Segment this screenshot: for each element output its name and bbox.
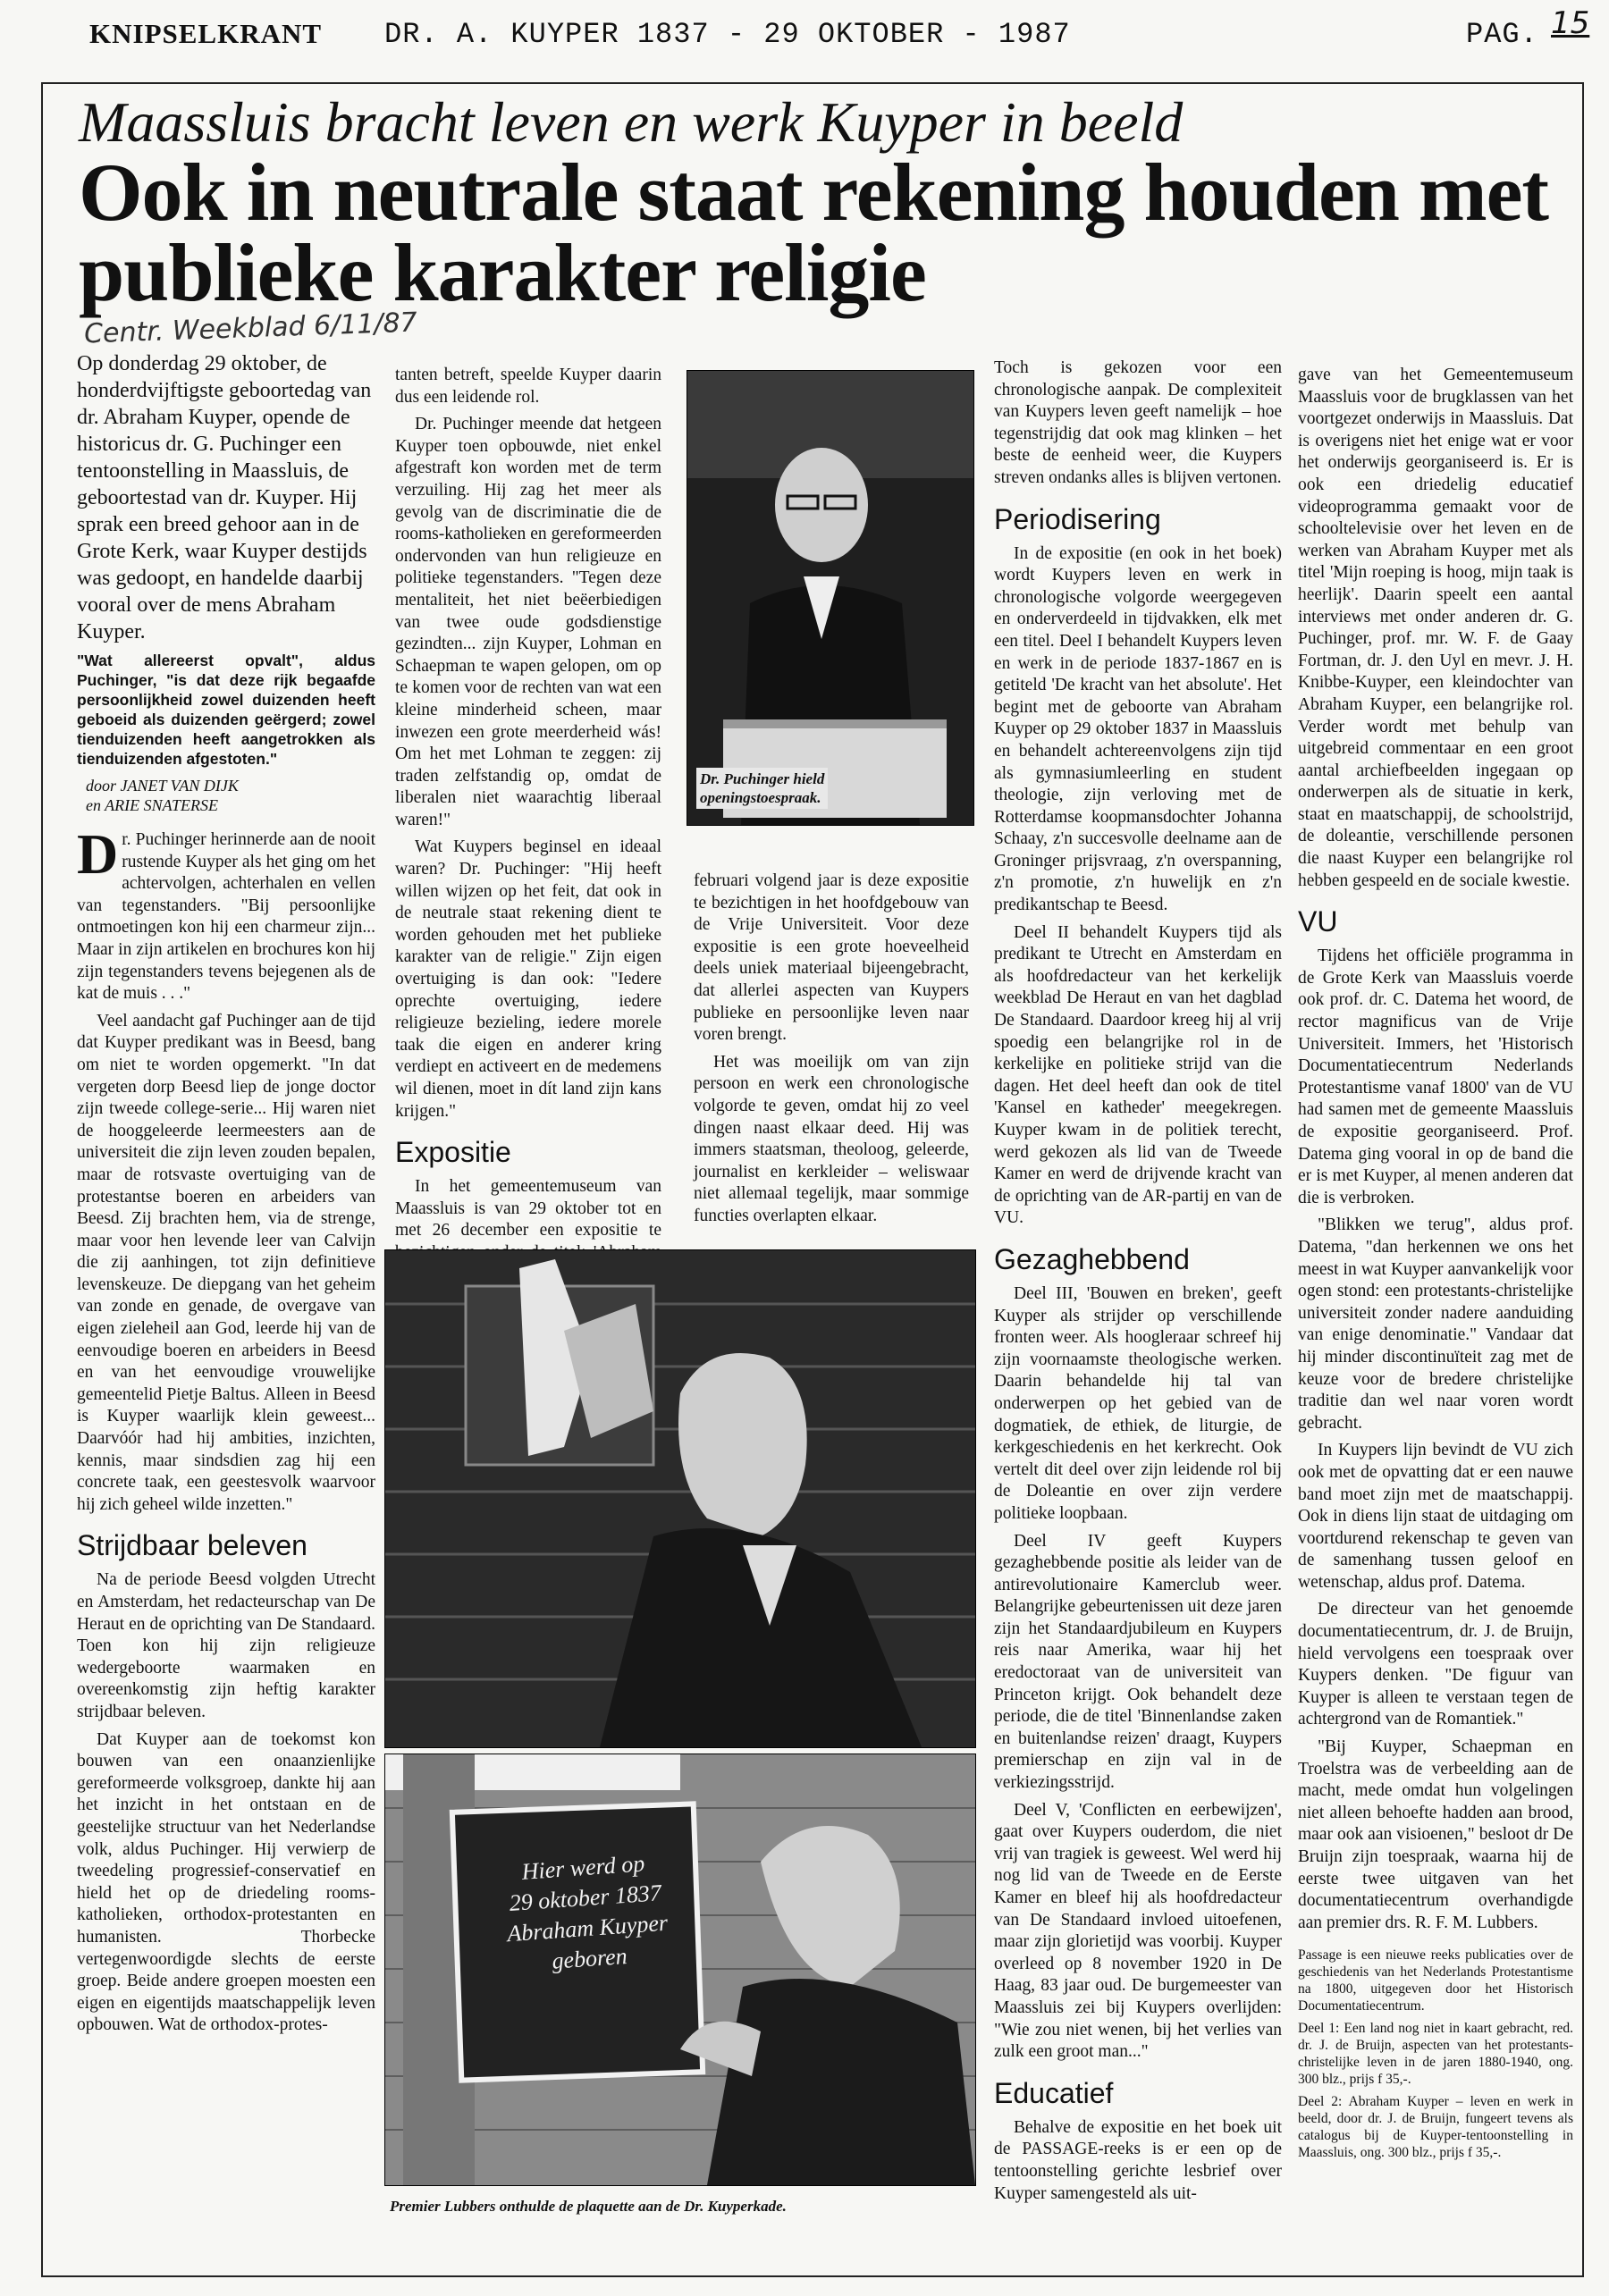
photo-unveiling (384, 1249, 976, 1748)
article-kicker: Maassluis bracht leven en werk Kuyper in beeld (79, 90, 1184, 154)
paragraph: Deel V, 'Conflicten en eerbewijzen', gaat over Kuypers ouderdom, die niet vrij van tragiek is geweest. Wel werd hij nog lid van de Tweede en de Eerste Kamer en bleef hij als hoofdredacteur van De Standaard invloed uitoefenen, maar zijn glorietijd was voorbij. Kuyper overleed op 8 november 1920 in De Haag, 83 jaar oud. De burgemeester van Maassluis zei bij Kuypers overlijden: "Wie zou niet wenen, bij het verlies van zulk een groot man..." (994, 1800, 1282, 2062)
paragraph: Veel aandacht gaf Puchinger aan de tijd dat Kuyper predikant was in Beesd, bang om niet te worden opgemerkt. "In dat vergeten dorp Beesd liep de jonge doctor zijn tweede college-serie... Hij waren niet de hooggeleerde leermeesters aan de universiteit die zijn leven zouden bepalen, maar de rotsvaste overtuiging van de protestantse boeren en arbeiders van Beesd. Zij brachten hem, via de strenge, maar voor hen levende leer van Calvijn die zij aanhingen, tot zijn definitieve levenskeuze. De diepgang van het geheim van zonde en genade, de overgave van eigen zieleheil aan God, leerde hij van de eenvoudige boeren en arbeiders in Beesd en van het eenvoudige vrouwelijke gemeentelid Pietje Baltus. Alleen in Beesd is Kuyper waarlijk klein geweest... Daarvóór had hij ambities, inzichten, kennis, maar sindsdien zag hij een concrete taak, een geestesvolk waarvoor hij zich geheel wilde inzetten." (77, 1011, 375, 1514)
column-4 (994, 357, 1282, 2270)
photo-puchinger (687, 370, 974, 826)
paragraph: "Bij Kuyper, Schaepman en Troelstra was de verbeelding aan de macht, mede omdat hun volgelingen niet alleen behoefte hadden aan brood, maar ook aan visioenen," besloot dr De Bruijn zijn toespraak, waarna hij de eerste twee uitgaven van het documentatiecentrum overhandigde aan premier drs. R. F. M. Lubbers. (1298, 1737, 1573, 1932)
paragraph: gave van het Gemeentemuseum Maassluis voor de brugklassen van het voortgezet onderwijs in Maassluis. Dat is overigens niet het enige wat er voor het onderwijs georganiseerd is. Er is ook een driedelig educatief videoprogramma gemaakt voor de schooltelevisie over het leven en de werken van Abraham Kuyper met als titel 'Mijn roeping is hoog, mijn taak is heerlijk'. Daarin speelt een aantal interviews met onder anderen dr. G. Puchinger, prof. mr. W. F. de Gaay Fortman, dr. J. den Uyl en mevr. J. H. Knibbe-Kuyper, een kleindochter van Abraham Kuyper, een belangrijke rol. Verder wordt met behulp van uitgebreid commentaar en een groot aantal archiefbeelden ingegaan op onderwerpen als de situatie in kerk, staat en maatschappij, de schoolstrijd, de doleantie, verschillende personen die naast Kuyper een belangrijke rol hebben gespeeld en de sociale kwestie. (1298, 366, 1573, 890)
paragraph: Na de periode Beesd volgden Utrecht en Amsterdam, het redacteurschap van De Heraut en de oprichting van De Standaard. Toen kon hij zijn religieuze wedergeboorte waarmaken en overeenkomstig zijn heftig karakter strijdbaar beleven. (77, 1570, 375, 1721)
subheading: VU (1298, 905, 1338, 938)
lead-paragraph: Op donderdag 29 oktober, de honderdvijftigste geboortedag van dr. Abraham Kuyper, opende de historicus dr. G. Puchinger een tentoonstelling in Maassluis, de geboortestad van dr. Kuyper. Hij sprak een breed gehoor aan in de Grote Kerk, waar Kuyper destijds was gedoopt, en handelde daarbij vooral over de mens Abraham Kuyper. (77, 352, 372, 643)
subheading: Periodisering (994, 502, 1161, 535)
column-1 (77, 350, 375, 2270)
plaque-line: geboren (551, 1942, 628, 1974)
drop-cap: D (77, 822, 119, 886)
header-middle: DR. A. KUYPER 1837 - 29 OKTOBER - 1987 (384, 18, 1071, 51)
paragraph: tanten betreft, speelde Kuyper daarin dus een leidende rol. (395, 366, 661, 407)
plaque-text (480, 1846, 694, 1981)
subheading: Educatief (994, 2076, 1114, 2109)
page-number: 15 (1551, 5, 1590, 41)
paragraph: februari volgend jaar is deze expositie te bezichtigen in het hoofdgebouw van de Vrije Universiteit. Voor deze expositie is een grote hoeveelheid deels uniek materiaal bijeengebracht, dat allerlei aspecten van Kuypers publieke en persoonlijke leven naar voren brengt. (694, 871, 969, 1045)
paragraph: In Kuypers lijn bevindt de VU zich ook met de opvatting dat er een nauwe band moet zijn met de maatschappij. Ook in diens lijn staat de uitdaging om voortdurend rekenschap te geven van de samenhang tussen geloof en wetenschap, aldus prof. Datema. (1298, 1441, 1573, 1592)
photo-caption-1 (696, 768, 828, 809)
passage-note: Passage is een nieuwe reeks publicaties over de geschiedenis van het Nederlands Protestantisme na 1800, uitgegeven door het Historisch Documentatiecentrum. (1298, 1947, 1573, 2014)
paragraph: Dr. Puchinger meende dat hetgeen Kuyper toen opbouwde, niet enkel afgestraft kon worden met de term verzuiling. Hij zag het meer als gevolg van de discriminatie die de rooms-katholieken en gereformeerden ondervonden van hun religieuze en politieke tegenstanders. "Tegen deze mentaliteit, het niet beëerbiedigen van twee oude godsdienstige gezindten... zijn Kuyper, Lohman en Schaepman te wapen gelopen, om op te komen voor de rechten van wat een kleine minderheid scheen, maar inwezen een grote meerderheid wás! Om het met Lohman te zeggen: zij traden zelfstandig op, omdat de liberalen niet waarachtig liberaal waren!" (395, 415, 661, 829)
paragraph: Deel II behandelt Kuypers tijd als predikant te Utrecht en Amsterdam en als hoofdredacteur van het kerkelijk weekblad De Heraut en van het dagblad De Standaard. Daardoor kreeg hij al vrij spoedig een belangrijke rol in de kerkelijke en politieke strijd van die dagen. Het deel heeft dan ook de titel 'Kansel en katheder' meegekregen. Kuyper kwam in de politiek terecht, werd gekozen als lid van de Tweede Kamer en werd de drijvende kracht van de oprichting van de AR-partij en van de VU. (994, 922, 1282, 1228)
paragraph-text: r. Puchinger herinnerde aan de nooit rustende Kuyper als het ging om het achtervolgen, achterhalen en vellen van tegenstanders. "Bij persoonlijke ontmoetingen kon hij een charmeur zijn... Maar in zijn artikelen en brochures kon hij zijn tegenstanders tevens bejegenen als de kat de muis . . ." (77, 830, 375, 1004)
paragraph: In de expositie (en ook in het boek) wordt Kuypers leven en werk in chronologische volgorde weergegeven en onderverdeeld in tijdvakken, elk met een titel. Deel I behandelt Kuypers leven en werk in de periode 1837-1867 en is getiteld 'De kracht van het absolute'. Het begint met de geboorte van Abraham Kuyper op 29 oktober 1837 in Maassluis en behandelt achtereenvolgens zijn tijd als gymnasiumleerling en student theologie, zijn verloving met de Rotterdamse koopmansdochter Johanna Schaay, z'n succesvolle deelname aan de Groninger prijsvraag, z'n overspanning, z'n promotie, z'n huwelijk en z'n predikantschap te Beesd. (994, 543, 1282, 915)
photo-caption-2: Premier Lubbers onthulde de plaquette aan de Dr. Kuyperkade. (390, 2198, 787, 2215)
article-title: Ook in neutrale staat rekening houden met publieke karakter religie (79, 147, 1549, 318)
paragraph: De directeur van het genoemde documentatiecentrum, dr. J. de Bruijn, hield vervolgens een toespraak over Kuypers denken. "De figuur van Kuyper is alleen te verstaan tegen de achtergrond van de Romantiek." (1298, 1600, 1573, 1729)
column-3 (694, 870, 969, 1237)
unveiling-illustration (385, 1250, 975, 1747)
passage-note: Deel 1: Een land nog niet in kaart gebracht, red. dr. J. de Bruijn, aspecten van het protestants-christelijke leven in de jaren 1880-1940, ong. 300 blz., prijs f 35,-. (1298, 2021, 1573, 2088)
paragraph: Deel IV geeft Kuypers gezaghebbende positie als leider van de antirevolutionaire Kamerclub weer. Belangrijke gebeurtenissen uit deze jaren zijn het Standaardjubileum en Kuypers reis naar Amerika, waar hij het eredoctoraat van de universiteit van Princeton krijgt. Ook behandelt deze periode, die de titel 'Binnenlandse zaken en buitenlandse reizen' draagt, Kuypers premierschap en zijn val in de verkiezingsstrijd. (994, 1531, 1282, 1793)
subheading: Expositie (395, 1136, 511, 1169)
paragraph (77, 822, 375, 1005)
caption-line: Dr. Puchinger hield (700, 770, 825, 787)
handwritten-note: Centr. Weekblad 6/11/87 (83, 307, 418, 350)
column-2 (395, 365, 661, 1241)
byline-line-1: door JANET VAN DIJK (86, 777, 239, 795)
plaque-line: 29 oktober 1837 (508, 1880, 662, 1916)
byline (86, 776, 375, 815)
portrait-illustration (687, 371, 973, 825)
plaque-line: Hier werd op (520, 1850, 646, 1885)
photo-plaque (384, 1754, 976, 2186)
paragraph: Behalve de expositie en het boek uit de PASSAGE-reeks is er een op de tentoonstelling gerichte lesbrief over Kuyper samengesteld als uit- (994, 2117, 1282, 2203)
paragraph: Deel III, 'Bouwen en breken', geeft Kuyper als strijder op verschillende fronten weer. Als hoogleraar schreef hij zijn voornaamste theologische werken. Daarin behandelde hij tal van onderwerpen op het gebied van de dogmatiek, de ethiek, de liturgie, de kerkgeschiedenis en het kerkrecht. Ook vertelt dit deel over zijn leidende rol bij de Doleantie en over zijn verdere politieke loopbaan. (994, 1283, 1282, 1523)
paragraph: Toch is gekozen voor een chronologische aanpak. De complexiteit van Kuypers leven geeft namelijk – hoe tegenstrijdig dat ook mag klinken – het beste de eenheid weer, die Kuypers streven ondanks alles is blijven vertonen. (994, 358, 1282, 487)
paragraph: In het gemeentemuseum van Maassluis is van 29 oktober tot en met 26 december een expositie te (395, 1177, 661, 1241)
subheading: Gezaghebbend (994, 1242, 1190, 1275)
paragraph: Wat Kuypers beginsel en ideaal waren? Dr. Puchinger: "Hij heeft willen wijzen op het feit, dat ook in de neutrale staat rekening dient te worden gehouden met het publieke karakter van de religie." Zijn eigen overtuiging is dan ook: "Iedere oprechte overtuiging, iedere religieuze bezieling, iedere morele taak die eigen en anderer kring verdiept en activeert en de medemens wil dienen, moet in dít land zijn kans krijgen." (395, 837, 661, 1121)
column-5 (1298, 365, 1573, 2270)
paragraph: Het was moeilijk om van zijn persoon en werk een chronologische volgorde te geven, omdat hij zo veel dingen naast elkaar deed. Hij was immers staatsman, theoloog, geleerde, journalist en kerkleider – weliswaar niet allemaal tegelijk, maar sommige functies overlapten elkaar. (694, 1052, 969, 1225)
caption-line: openingstoespraak. (700, 789, 821, 806)
pull-quote: "Wat allereerst opvalt", aldus Puchinger, "is dat deze rijk begaafde persoonlijkheid zowel duizenden heeft geboeid als duizenden geërgerd; zowel tienduizenden heeft aangetrokken als tienduizenden afgestoten." (77, 652, 375, 768)
paragraph: Dat Kuyper aan de toekomst kon bouwen van een onaanzienlijke gereformeerde volksgroep, dankte hij aan het inzicht in het ontstaan en de geestelijke structuur van het Nederlandse volk, aldus Puchinger. Hij verwierp de tweedeling progressief-conservatief en hield het op de driedeling rooms-katholieken, orthodox-protestanten en humanisten. Thorbecke vertegenwoordigde slechts de eerste groep. Beide andere groepen moesten een eigen en eigentijds maatschappelijk leven opbouwen. Wat de orthodox-protes- (77, 1729, 375, 2035)
paragraph: "Blikken we terug", aldus prof. Datema, "dan herkennen we ons het meest in wat Kuyper aanvankelijk voor ogen stond: een protestants-christelijke universiteit zonder nadere aanduiding van enige denominatie." Vandaar dat hij minder discontinuïteit zag met de keuze voor de bredere christelijke traditie dan wel naar voren wordt gebracht. (1298, 1215, 1573, 1433)
byline-line-2: en ARIE SNATERSE (86, 796, 218, 814)
paragraph: Tijdens het officiële programma in de Grote Kerk van Maassluis voerde ook prof. dr. C. Datema het woord, de rector magnificus van de Vrije Universiteit. Immers, het 'Historisch Documentatiecentrum Nederlands Protestantisme vanaf 1800' van de VU had samen met de gemeente Maassluis de expositie georganiseerd. Prof. Datema ging vooral in op de band die er is met Kuyper, al menen anderen dat die is verbroken. (1298, 946, 1573, 1207)
header-left: KNIPSELKRANT (89, 18, 323, 49)
header-page-label: PAG. (1466, 18, 1538, 51)
plaque-illustration (385, 1754, 975, 2185)
plaque-line: Abraham Kuyper (506, 1909, 669, 1947)
subheading: Strijdbaar beleven (77, 1529, 307, 1562)
passage-note: Deel 2: Abraham Kuyper – leven en werk in beeld, door dr. J. de Bruijn, fungeert tevens als catalogus bij de Kuyper-tentoonstelling in Maassluis, ong. 300 blz., prijs f 35,-. (1298, 2094, 1573, 2161)
